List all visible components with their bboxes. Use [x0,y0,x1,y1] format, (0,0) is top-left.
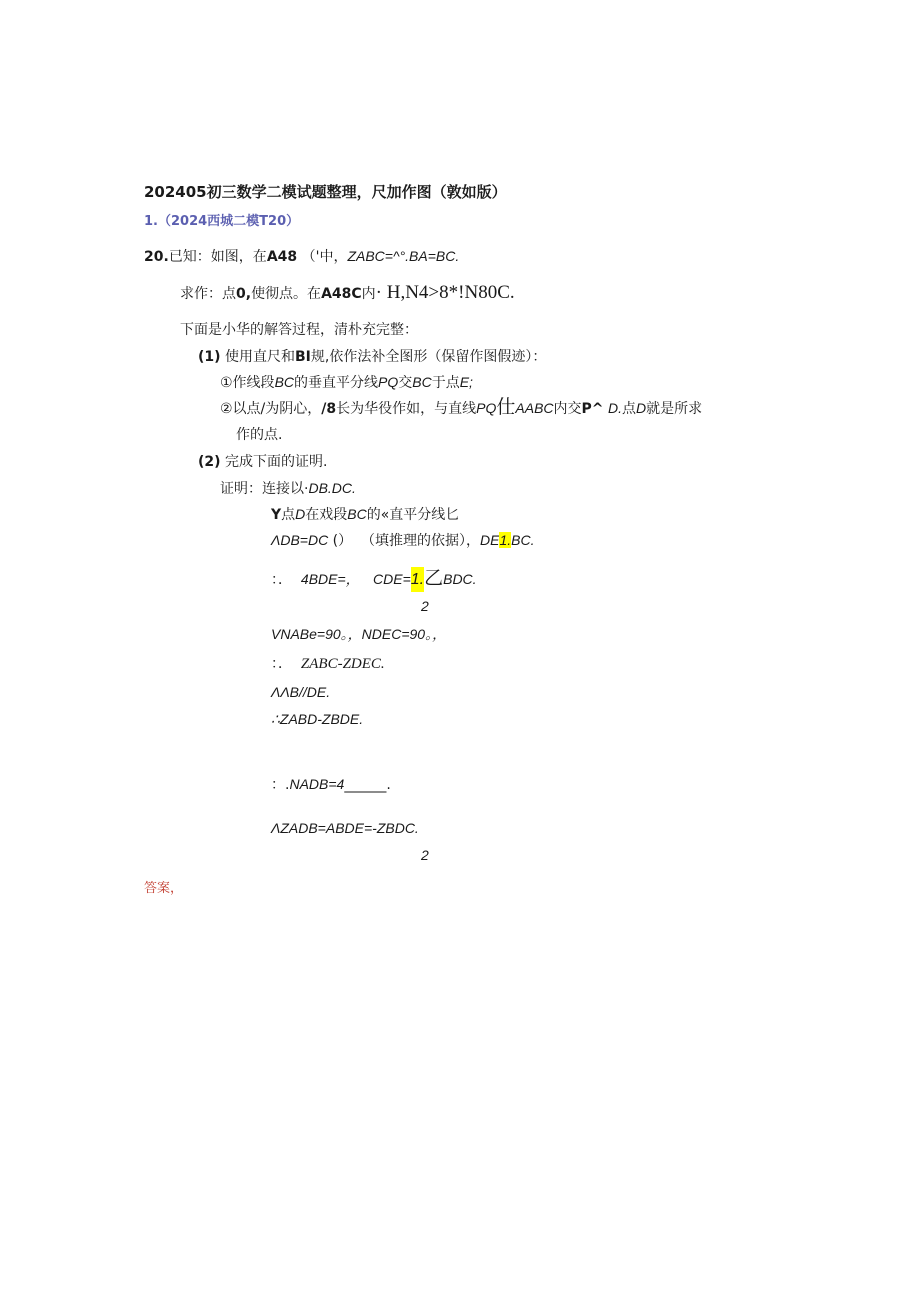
step2-text-l: 就是所求 [646,401,703,417]
step1-text-f: BC [412,374,432,390]
proof-intro [220,479,356,498]
intro-line: 下面是小华的解答过程，清朴充完整： [180,322,418,338]
part1-text-c: 规,依作法补全图形（保留作图假迹）： [310,349,547,365]
step2-text-h: P^ [581,401,604,417]
question-line [144,247,459,266]
proof1-text-c: D [295,506,306,522]
proof3-math-a: 4BDE=， [300,571,360,587]
proof2-text: （填推理的依据）， [361,533,481,549]
proof5-therefore: ：． [271,656,292,672]
document-title: 202405初三数学二模试题整理，尺加作图（敦如版） [144,183,507,201]
step2-continuation: 作的点. [236,427,283,443]
task-text-d: A48C [321,286,362,302]
step2-text-c: 长为华役作如，与直线 [336,401,477,417]
proof1-text-b: 点 [281,507,296,523]
proof-line-9: ΛZADB=ABDE=-ZBDC. [271,820,419,836]
step2-text-j: 点 [621,401,636,417]
part2-line [198,453,327,471]
proof-line-3 [271,569,477,590]
question-number: 20. [144,249,169,265]
step1-text-b: BC [274,374,295,390]
step2-line [220,399,702,418]
part1-text-b: BI [295,349,311,365]
proof2-highlight: 1. [499,532,512,548]
task-condition: · H,N4>8*!N80C. [375,282,515,303]
step1-text-d: PQ [378,374,399,390]
proof-line-1 [271,505,459,524]
task-text-c: 使彻点。在 [251,286,322,302]
step2-text-g: 内交 [553,401,582,417]
step1-text-a: ①作线段 [220,375,275,391]
step2-text-b: /8 [321,401,337,417]
part1-number: (1) [198,349,221,365]
step1-text-e: 交 [398,375,413,391]
proof3-therefore: ：． [271,572,292,588]
proof3-denominator: 2 [421,598,429,614]
proof-line-5 [271,655,385,673]
proof3-math-c: BDC. [443,571,477,587]
question-condition: ZABC=^°.BA=BC. [347,248,460,264]
part2-number: (2) [198,454,221,470]
step2-text-k: D [635,400,647,416]
step2-text-d: PQ [476,400,497,416]
proof8-period: . [386,777,391,793]
task-text-a: 求作：点 [180,286,236,302]
proof2-math-c: BC. [511,532,535,548]
step2-text-f: AABC [515,400,554,416]
task-text-e: 内 [361,286,376,302]
proof9-denominator: 2 [421,847,429,863]
part1-line [198,348,546,366]
answer-label: 答案， [144,881,184,896]
proof-intro-math: DB.DC. [308,480,356,496]
proof1-text-d: 在戏段 [305,507,348,523]
step1-text-g: 于点 [431,375,460,391]
proof5-math: ZABC-ZDEC. [300,656,385,672]
proof2-math-b: DE [480,532,500,548]
step1-text-c: 的垂直平分线 [294,375,379,391]
part1-text-a: 使用直尺和 [225,349,295,365]
proof8-blank: ______ [344,777,387,793]
question-text-a: 已知：如图，在 [168,249,267,265]
step2-text-a: ②以点/为阴心， [220,401,322,417]
proof3-angle: 乙 [424,568,444,589]
proof1-text-a: Y [271,507,282,523]
proof-line-2 [271,531,535,550]
section-heading: 1.（2024西城二模T20） [144,214,300,229]
proof-line-4: VNABe=90。，NDEC=90。， [271,626,447,642]
step2-text-e: 仕 [496,397,516,418]
task-line [180,284,515,303]
proof8-therefore: ：. [271,777,290,793]
proof-line-6: ΛΛB//DE. [271,684,331,700]
proof-line-8 [271,775,391,794]
proof8-math: NADB=4 [289,776,345,792]
question-text-c: （'中， [301,249,348,265]
proof3-highlight: 1. [411,567,424,592]
step1-line [220,373,473,392]
part2-text: 完成下面的证明. [225,454,328,470]
question-text-b: A48 [266,249,298,265]
proof2-math: ΛDB=DC [271,532,329,548]
proof2-blank: (） [332,533,353,549]
proof1-text-f: 的«直平分线匕 [366,507,460,523]
step2-text-i: D. [607,400,622,416]
proof-intro-text: 证明：连接以· [220,481,309,497]
proof-line-7: ∴ZABD-ZBDE. [271,711,364,727]
proof1-text-e: BC [347,506,367,522]
task-text-b: 0, [236,286,252,302]
step1-text-h: E; [459,374,473,390]
proof3-math-b: CDE= [373,571,411,587]
